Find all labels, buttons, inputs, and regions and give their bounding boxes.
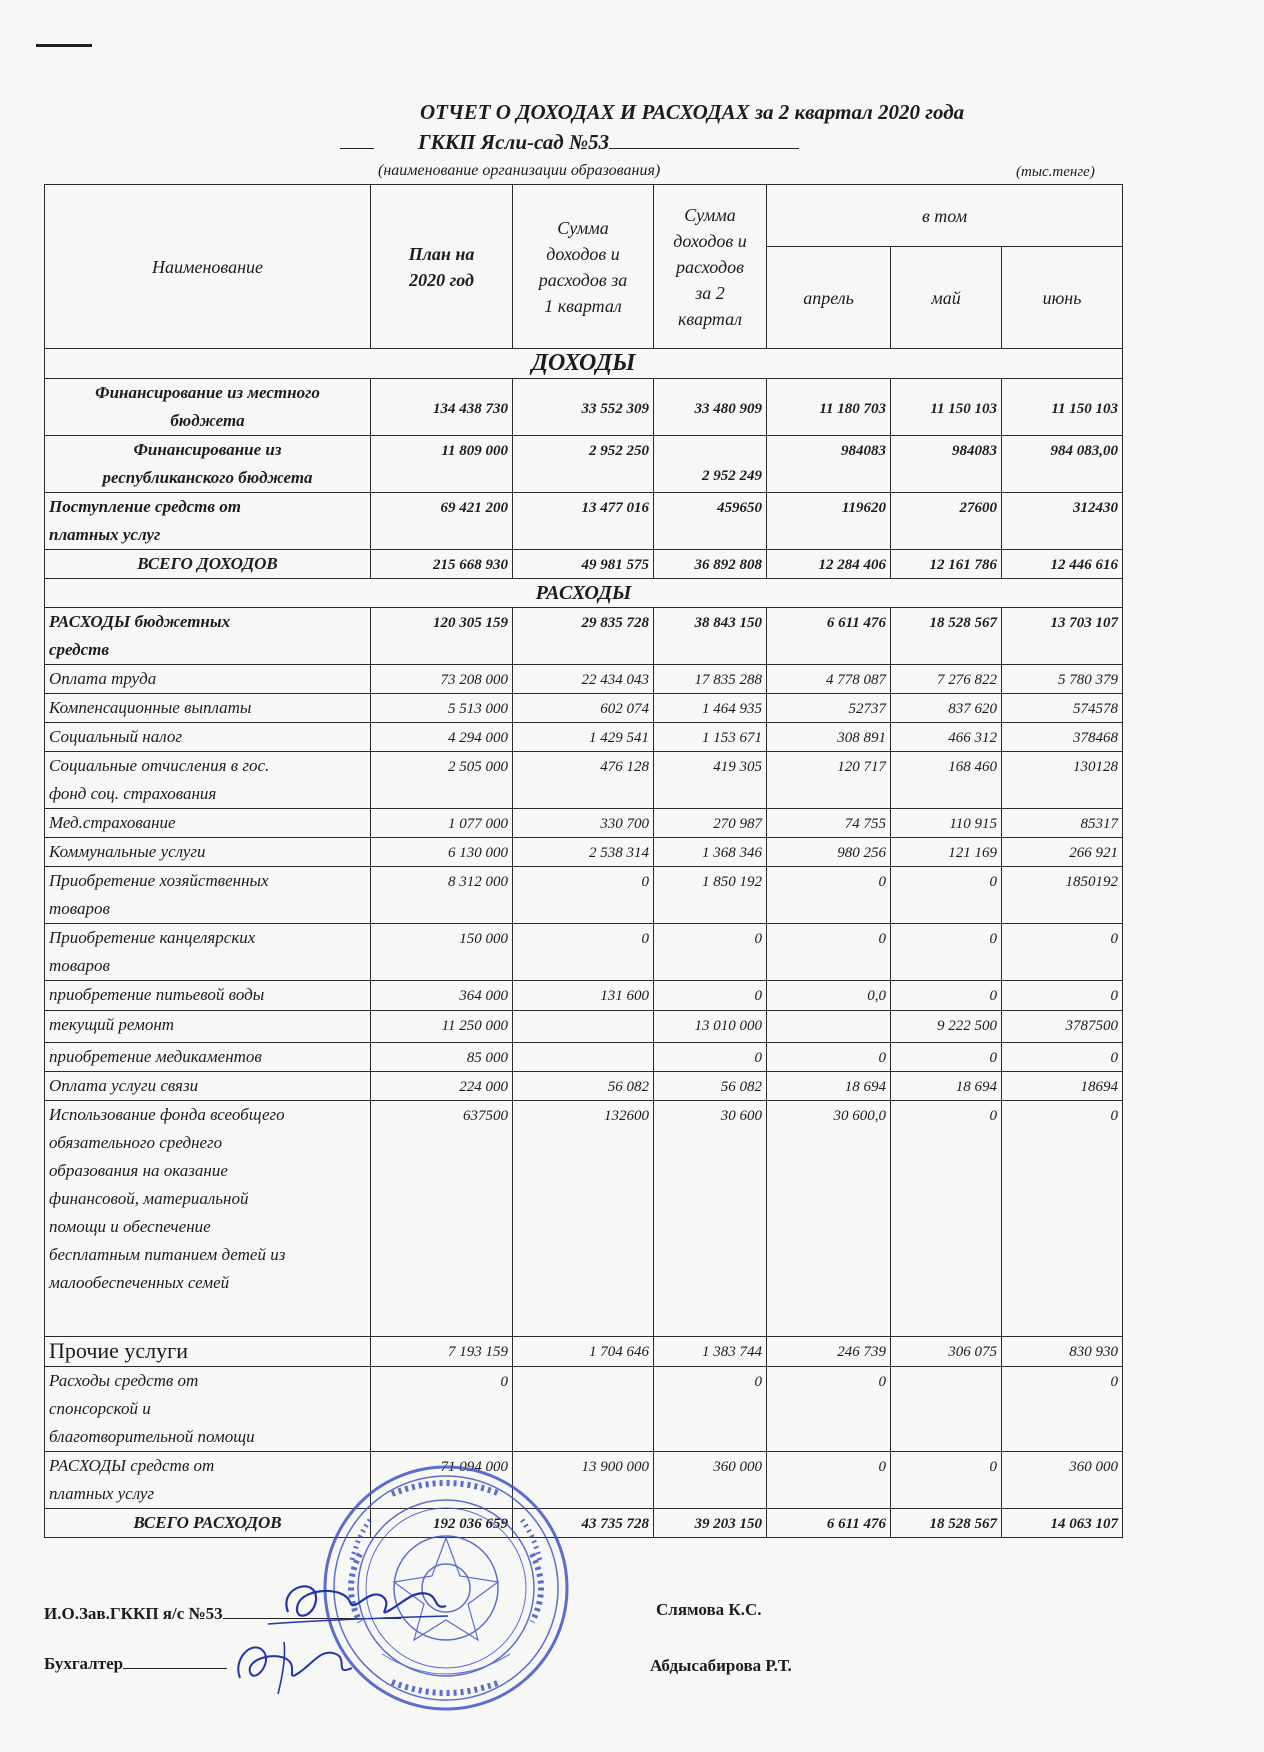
row-label-line: Оплата услуги связи <box>49 1076 199 1095</box>
row-label-line: Использование фонда всеобщего <box>49 1105 285 1124</box>
row-label <box>45 1072 371 1101</box>
header-line: доходов и <box>546 243 620 264</box>
cell-may: 0 <box>891 1452 1002 1509</box>
cell-apr: 12 284 406 <box>767 550 891 579</box>
cell-may: 121 169 <box>891 838 1002 867</box>
cell-jun: 312430 <box>1002 493 1123 550</box>
row-label-line: Оплата труда <box>49 669 157 688</box>
row-label-line: Приобретение хозяйственных <box>49 871 269 890</box>
row-label <box>45 1367 371 1452</box>
corner-mark <box>36 44 92 47</box>
cell-apr: 984083 <box>767 436 891 493</box>
cell-jun: 574578 <box>1002 694 1123 723</box>
cell-q1: 0 <box>513 924 654 981</box>
cell-apr: 0 <box>767 924 891 981</box>
table-row <box>45 665 1123 694</box>
cell-apr: 0 <box>767 1367 891 1452</box>
row-label-line: средств <box>49 640 109 659</box>
report-table-body <box>45 185 1123 1538</box>
cell-q1: 29 835 728 <box>513 608 654 665</box>
row-label <box>45 1101 371 1337</box>
cell-jun: 85317 <box>1002 809 1123 838</box>
cell-jun: 18694 <box>1002 1072 1123 1101</box>
cell-plan: 73 208 000 <box>371 665 513 694</box>
row-label-line: обязательного среднего <box>49 1133 223 1152</box>
cell-q1 <box>513 1043 654 1072</box>
row-label-line: Мед.страхование <box>49 813 176 832</box>
table-row <box>45 981 1123 1011</box>
cell-plan: 150 000 <box>371 924 513 981</box>
row-label-line: бюджета <box>170 411 245 430</box>
row-label-line: Коммунальные услуги <box>49 842 206 861</box>
row-label: ВСЕГО РАСХОДОВ <box>45 1509 371 1538</box>
cell-jun: 0 <box>1002 1101 1123 1337</box>
row-label <box>45 924 371 981</box>
cell-q1: 1 704 646 <box>513 1337 654 1367</box>
director-label: И.О.Зав.ГККП я/с №53 <box>44 1604 223 1623</box>
cell-apr <box>767 1011 891 1043</box>
table-row <box>45 694 1123 723</box>
cell-may: 0 <box>891 981 1002 1011</box>
cell-q1 <box>513 1011 654 1043</box>
cell-apr: 0 <box>767 1452 891 1509</box>
cell-jun: 5 780 379 <box>1002 665 1123 694</box>
col-header-plan <box>371 185 513 349</box>
cell-plan: 69 421 200 <box>371 493 513 550</box>
row-label-line: товаров <box>49 956 110 975</box>
row-label-line: малообеспеченных семей <box>49 1273 230 1292</box>
underline-lead <box>340 130 374 149</box>
cell-plan: 637500 <box>371 1101 513 1337</box>
row-label-line: Финансирование из местного <box>95 383 320 402</box>
accountant-signature-line <box>44 1652 227 1674</box>
cell-apr: 0 <box>767 1043 891 1072</box>
cell-jun: 13 703 107 <box>1002 608 1123 665</box>
section-row <box>45 349 1123 379</box>
header-line: доходов и <box>673 230 747 251</box>
cell-jun: 0 <box>1002 981 1123 1011</box>
cell-q2: 56 082 <box>654 1072 767 1101</box>
row-label-line: Финансирование из <box>133 440 282 459</box>
col-header-jun: июнь <box>1002 247 1123 349</box>
col-header-q1 <box>513 185 654 349</box>
cell-jun: 0 <box>1002 1043 1123 1072</box>
cell-q2: 1 464 935 <box>654 694 767 723</box>
cell-apr: 308 891 <box>767 723 891 752</box>
row-label-line: финансовой, материальной <box>49 1189 249 1208</box>
row-label-line: Компенсационные выплаты <box>49 698 252 717</box>
table-row <box>45 1452 1123 1509</box>
header-line: 2020 год <box>409 269 474 290</box>
cell-plan: 4 294 000 <box>371 723 513 752</box>
cell-apr: 18 694 <box>767 1072 891 1101</box>
row-label-line: Прочие услуги <box>49 1338 188 1363</box>
cell-jun: 3787500 <box>1002 1011 1123 1043</box>
row-label-line: Расходы средств от <box>49 1371 199 1390</box>
cell-may: 27600 <box>891 493 1002 550</box>
row-label <box>45 493 371 550</box>
cell-q2: 30 600 <box>654 1101 767 1337</box>
director-name: Слямова К.С. <box>656 1600 762 1619</box>
row-label-line: платных услуг <box>49 525 161 544</box>
cell-may: 984083 <box>891 436 1002 493</box>
header-line: квартал <box>678 308 742 329</box>
cell-jun: 378468 <box>1002 723 1123 752</box>
cell-apr: 30 600,0 <box>767 1101 891 1337</box>
section-title: РАСХОДЫ <box>45 579 1123 608</box>
cell-jun: 984 083,00 <box>1002 436 1123 493</box>
cell-plan: 85 000 <box>371 1043 513 1072</box>
cell-q2: 0 <box>654 924 767 981</box>
cell-may: 18 528 567 <box>891 608 1002 665</box>
section-row <box>45 579 1123 608</box>
table-row <box>45 608 1123 665</box>
row-label-line: республиканского бюджета <box>102 468 313 487</box>
header-line: 1 квартал <box>544 295 622 316</box>
cell-q2: 1 368 346 <box>654 838 767 867</box>
table-row <box>45 838 1123 867</box>
cell-q2: 38 843 150 <box>654 608 767 665</box>
cell-apr: 6 611 476 <box>767 608 891 665</box>
cell-q2: 0 <box>654 981 767 1011</box>
col-header-incl: в том <box>767 185 1123 247</box>
cell-jun: 360 000 <box>1002 1452 1123 1509</box>
header-line: расходов за <box>538 269 628 290</box>
cell-may: 18 694 <box>891 1072 1002 1101</box>
cell-q2: 0 <box>654 1367 767 1452</box>
cell-may <box>891 1367 1002 1452</box>
accountant-name: Абдысабирова Р.Т. <box>650 1656 792 1675</box>
cell-q1: 476 128 <box>513 752 654 809</box>
row-label <box>45 752 371 809</box>
units-note: (тыс.тенге) <box>1016 164 1095 180</box>
col-header-apr: апрель <box>767 247 891 349</box>
cell-jun: 11 150 103 <box>1002 379 1123 436</box>
cell-may: 0 <box>891 867 1002 924</box>
cell-apr: 52737 <box>767 694 891 723</box>
cell-jun: 0 <box>1002 1367 1123 1452</box>
cell-plan: 8 312 000 <box>371 867 513 924</box>
cell-plan: 215 668 930 <box>371 550 513 579</box>
cell-may: 466 312 <box>891 723 1002 752</box>
table-row <box>45 379 1123 436</box>
cell-jun: 266 921 <box>1002 838 1123 867</box>
report-table <box>44 184 1123 1538</box>
row-label-line: Приобретение канцелярских <box>49 928 256 947</box>
table-row <box>45 752 1123 809</box>
cell-q2: 33 480 909 <box>654 379 767 436</box>
cell-plan: 1 077 000 <box>371 809 513 838</box>
cell-may: 12 161 786 <box>891 550 1002 579</box>
cell-jun: 12 446 616 <box>1002 550 1123 579</box>
header-row-top <box>45 185 1123 247</box>
row-label <box>45 608 371 665</box>
cell-may: 0 <box>891 1043 1002 1072</box>
row-label <box>45 436 371 493</box>
table-row <box>45 924 1123 981</box>
header-line: за 2 <box>695 282 725 303</box>
table-row <box>45 723 1123 752</box>
row-label-line: приобретение медикаментов <box>49 1047 262 1066</box>
table-row <box>45 1337 1123 1367</box>
cell-q2: 360 000 <box>654 1452 767 1509</box>
row-label-line: благотворительной помощи <box>49 1427 255 1446</box>
header-line: Сумма <box>684 204 736 225</box>
report-title: ОТЧЕТ О ДОХОДАХ И РАСХОДАХ за 2 квартал 2020 года <box>420 100 965 124</box>
header-line: Сумма <box>557 217 609 238</box>
header-line: расходов <box>676 256 744 277</box>
cell-q2: 39 203 150 <box>654 1509 767 1538</box>
cell-q2: 13 010 000 <box>654 1011 767 1043</box>
cell-q1: 13 477 016 <box>513 493 654 550</box>
table-row <box>45 550 1123 579</box>
cell-apr: 980 256 <box>767 838 891 867</box>
cell-q1: 2 538 314 <box>513 838 654 867</box>
section-title: ДОХОДЫ <box>45 349 1123 379</box>
cell-plan: 134 438 730 <box>371 379 513 436</box>
cell-jun: 830 930 <box>1002 1337 1123 1367</box>
table-row <box>45 809 1123 838</box>
cell-q1: 0 <box>513 867 654 924</box>
cell-jun: 130128 <box>1002 752 1123 809</box>
cell-q1: 22 434 043 <box>513 665 654 694</box>
cell-q1: 131 600 <box>513 981 654 1011</box>
row-label <box>45 867 371 924</box>
org-line <box>340 130 799 155</box>
cell-apr: 4 778 087 <box>767 665 891 694</box>
row-label-line: товаров <box>49 899 110 918</box>
table-row <box>45 1101 1123 1337</box>
row-label-line: Поступление средств от <box>49 497 241 516</box>
underline-trail <box>609 130 799 149</box>
cell-plan: 71 094 000 <box>371 1452 513 1509</box>
cell-jun: 0 <box>1002 924 1123 981</box>
cell-apr: 0,0 <box>767 981 891 1011</box>
cell-apr: 74 755 <box>767 809 891 838</box>
cell-q1: 13 900 000 <box>513 1452 654 1509</box>
cell-q2: 2 952 249 <box>654 436 767 493</box>
cell-apr: 11 180 703 <box>767 379 891 436</box>
cell-q1 <box>513 1367 654 1452</box>
cell-plan: 2 505 000 <box>371 752 513 809</box>
org-note: (наименование организации образования) <box>378 162 661 179</box>
row-label-line: помощи и обеспечение <box>49 1217 211 1236</box>
cell-jun: 14 063 107 <box>1002 1509 1123 1538</box>
cell-may: 11 150 103 <box>891 379 1002 436</box>
cell-may: 306 075 <box>891 1337 1002 1367</box>
table-row <box>45 1367 1123 1452</box>
row-label <box>45 379 371 436</box>
col-header-may: май <box>891 247 1002 349</box>
row-label-line: спонсорской и <box>49 1399 151 1418</box>
row-label-line: приобретение питьевой воды <box>49 985 265 1004</box>
row-label-line: платных услуг <box>49 1484 155 1503</box>
row-label-line: РАСХОДЫ бюджетных <box>49 612 231 631</box>
cell-q2: 270 987 <box>654 809 767 838</box>
row-label <box>45 809 371 838</box>
org-name: ГККП Ясли-сад №53 <box>418 130 610 154</box>
cell-q2: 1 153 671 <box>654 723 767 752</box>
director-handwritten-signature <box>258 1566 458 1636</box>
cell-plan: 11 250 000 <box>371 1011 513 1043</box>
table-row <box>45 1011 1123 1043</box>
cell-may: 9 222 500 <box>891 1011 1002 1043</box>
cell-may: 7 276 822 <box>891 665 1002 694</box>
cell-jun: 1850192 <box>1002 867 1123 924</box>
row-label <box>45 1011 371 1043</box>
row-label <box>45 665 371 694</box>
header-line: План на <box>408 243 475 264</box>
cell-apr: 119620 <box>767 493 891 550</box>
cell-q1: 1 429 541 <box>513 723 654 752</box>
row-label-line: РАСХОДЫ средств от <box>49 1456 215 1475</box>
cell-plan: 192 036 659 <box>371 1509 513 1538</box>
row-label <box>45 838 371 867</box>
cell-q2: 1 850 192 <box>654 867 767 924</box>
col-header-q2 <box>654 185 767 349</box>
accountant-blank <box>123 1652 227 1669</box>
cell-q2: 419 305 <box>654 752 767 809</box>
row-label-line: образования на оказание <box>49 1161 228 1180</box>
cell-q1: 56 082 <box>513 1072 654 1101</box>
table-row <box>45 1509 1123 1538</box>
cell-q1: 602 074 <box>513 694 654 723</box>
col-header-name: Наименование <box>45 185 371 349</box>
table-row <box>45 493 1123 550</box>
cell-may: 168 460 <box>891 752 1002 809</box>
cell-q2: 459650 <box>654 493 767 550</box>
row-label-line: Социальные отчисления в гос. <box>49 756 270 775</box>
cell-may: 0 <box>891 924 1002 981</box>
cell-may: 110 915 <box>891 809 1002 838</box>
cell-apr: 6 611 476 <box>767 1509 891 1538</box>
row-label <box>45 723 371 752</box>
cell-apr: 0 <box>767 867 891 924</box>
cell-q1: 330 700 <box>513 809 654 838</box>
cell-plan: 224 000 <box>371 1072 513 1101</box>
accountant-handwritten-signature <box>224 1628 364 1698</box>
cell-plan: 5 513 000 <box>371 694 513 723</box>
cell-q1: 132600 <box>513 1101 654 1337</box>
cell-q1: 33 552 309 <box>513 379 654 436</box>
cell-plan: 120 305 159 <box>371 608 513 665</box>
cell-may: 18 528 567 <box>891 1509 1002 1538</box>
cell-q1: 49 981 575 <box>513 550 654 579</box>
table-row <box>45 436 1123 493</box>
cell-plan: 11 809 000 <box>371 436 513 493</box>
cell-q1: 43 735 728 <box>513 1509 654 1538</box>
row-label <box>45 1043 371 1072</box>
row-label: ВСЕГО ДОХОДОВ <box>45 550 371 579</box>
row-label-line: фонд соц. страхования <box>49 784 217 803</box>
cell-plan: 7 193 159 <box>371 1337 513 1367</box>
row-label-line: Социальный налог <box>49 727 182 746</box>
row-label <box>45 1337 371 1367</box>
cell-apr: 246 739 <box>767 1337 891 1367</box>
cell-q2: 36 892 808 <box>654 550 767 579</box>
row-label <box>45 981 371 1011</box>
cell-may: 837 620 <box>891 694 1002 723</box>
cell-q2: 0 <box>654 1043 767 1072</box>
cell-apr: 120 717 <box>767 752 891 809</box>
table-row <box>45 1072 1123 1101</box>
cell-may: 0 <box>891 1101 1002 1337</box>
cell-plan: 6 130 000 <box>371 838 513 867</box>
cell-plan: 364 000 <box>371 981 513 1011</box>
table-row <box>45 867 1123 924</box>
cell-plan: 0 <box>371 1367 513 1452</box>
accountant-label: Бухгалтер <box>44 1654 124 1673</box>
row-label-line: бесплатным питанием детей из <box>49 1245 286 1264</box>
table-row <box>45 1043 1123 1072</box>
cell-q2: 1 383 744 <box>654 1337 767 1367</box>
cell-q1: 2 952 250 <box>513 436 654 493</box>
cell-q2: 17 835 288 <box>654 665 767 694</box>
row-label-line: текущий ремонт <box>49 1015 175 1034</box>
row-label <box>45 694 371 723</box>
